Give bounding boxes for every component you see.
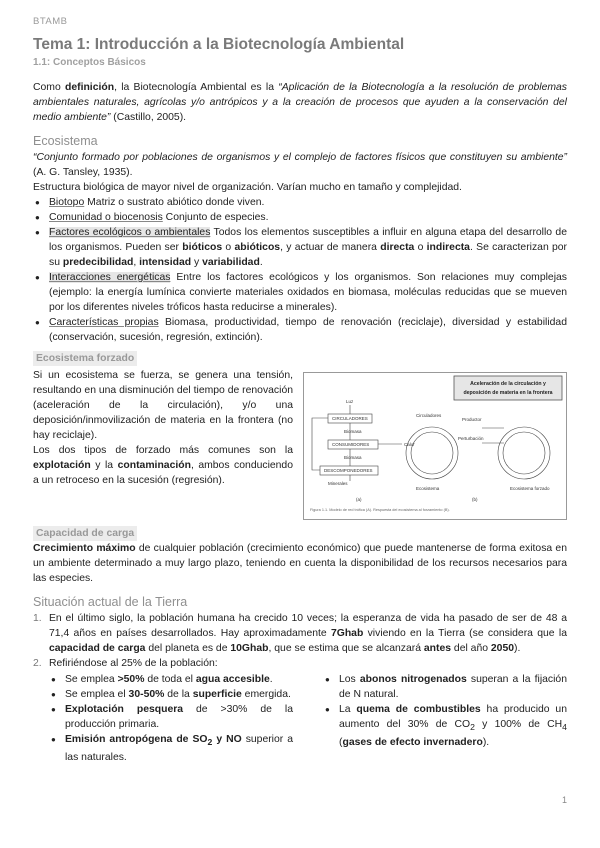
list-item: ● La quema de combustibles ha producido un aumento del 30% de $CO_2$ y 100% de $CH_4$ (gases de efecto invernadero).: [323, 702, 567, 750]
situacion-right-column: [323, 672, 567, 765]
section-heading-capacidad: Capacidad de carga: [33, 526, 137, 541]
section-heading-situacion: Situación actual de la Tierra: [33, 595, 188, 609]
figure-label: Ecosistema: [416, 486, 440, 491]
capacidad-paragraph: Crecimiento máximo de cualquier población (crecimiento económico) que puede mantenerse de forma exitosa en un ambiente determinado a muy largo plazo, teniendo en cuenta la disponibilidad de los recursos necesarios para las especies.: [33, 543, 567, 584]
figure-diagram: [304, 373, 566, 519]
figure-label: Biomasa: [344, 455, 362, 460]
list-item: ● Los abonos nitrogenados superan a la fijación de N natural.: [323, 672, 567, 702]
figure-label: Minerales: [328, 481, 348, 486]
page-number: 1: [561, 795, 567, 805]
list-item: ● Interacciones energéticas Entre los factores ecológicos y los organismos. Son relaciones muy complejas (ejemplo: la energía lumínica convierte materiales oxidados en biomasa, moléculas reducidas que se mueven por los diferentes niveles tróficos hasta reducirse a minerales).: [33, 270, 567, 315]
list-item: ● Comunidad o biocenosis Conjunto de especies.: [33, 210, 567, 225]
figure-label: Ecosistema forzado: [510, 486, 550, 491]
trophic-network-figure: [303, 372, 567, 520]
ecosistema-list: [33, 195, 567, 345]
list-item: ● Se emplea >50% de toda el agua accesible.: [49, 672, 293, 687]
forzado-text: Si un ecosistema se fuerza, se genera una tensión, resultando en una disminución del tiempo de renovación (aceleración de la circulación), y/o una deposición/inmovilización de materia en la frontera (no hay reciclaje). Los dos tipos de forzado más comunes son la explotación y la contaminación, ambos conduciendo a un retroceso en la sucesión (regresión).: [33, 370, 293, 486]
figure-label: (a): [356, 497, 362, 502]
figure-label: DESCOMPONEDORES: [324, 468, 373, 473]
ecosistema-quote: “Conjunto formado por poblaciones de organismos y el complejo de factores físicos que constituyen su ambiente” (A. G. Tansley, 1935).: [33, 152, 567, 178]
figure-label: Biomasa: [344, 429, 362, 434]
forzado-block: [33, 368, 567, 520]
figure-box-label-line2: deposición de materia en la frontera: [463, 390, 553, 396]
figure-caption: Figura 1.1. Modelo de red trófica (A). Respuesta del ecosistema al forzamiento (B).: [310, 508, 450, 512]
ecosistema-structure: Estructura biológica de mayor nivel de organización. Varían mucho en tamaño y complejidad.: [33, 182, 462, 193]
list-item: 2. Refiriéndose al 25% de la población: ● Se emplea >50% de toda el agua accesible. ● Se emplea el 30-50% de la superficie emergida. ● Explotación pesquera de >30% de la producción primaria. ● Emisión antropógena de $SO_2$ y NO superior a las naturales. ● Los abonos nitrogenados superan a la fijación de N natural. ● La quema de combustibles ha producido un aumento del 30% de $CO_2$ y 100% de $CH_4$ (gases de efecto invernadero).: [33, 656, 567, 765]
list-item: ● Características propias Biomasa, productividad, tiempo de renovación (reciclaje), diversidad y estabilidad (conservación, sucesión, regresión, extinción).: [33, 315, 567, 345]
section-heading-ecosistema: Ecosistema: [33, 134, 98, 148]
figure-label: Calor: [404, 442, 415, 447]
figure-box-label-line1: Aceleración de la circulación y: [470, 381, 546, 387]
situacion-columns: [49, 672, 567, 765]
situacion-list: [33, 611, 567, 765]
list-item: ● Biotopo Matriz o sustrato abiótico donde viven.: [33, 195, 567, 210]
header-tag: BTAMB: [33, 16, 68, 27]
page-subtitle: 1.1: Conceptos Básicos: [33, 57, 146, 68]
figure-label: Circuladores: [416, 413, 442, 418]
figure-label: Luz: [346, 399, 354, 404]
figure-label: Productor: [462, 417, 482, 422]
section-heading-forzado: Ecosistema forzado: [33, 351, 137, 366]
figure-label: CIRCULADORES: [332, 416, 368, 421]
list-item: 1. En el último siglo, la población humana ha crecido 10 veces; la esperanza de vida ha pasado de ser de 48 a 71,4 años en países desarrollados. Hay aproximadamente 7Ghab viviendo en la Tierra (se considera que la capacidad de carga del planeta es de 10Ghab, que se estima que se alcanzará antes del año 2050).: [33, 613, 567, 654]
situacion-left-column: [49, 672, 293, 765]
intro-paragraph: Como definición, la Biotecnología Ambiental es la “Aplicación de la Biotecnología a la resolución de problemas ambientales naturales, agrícolas y/o antrópicos y a la creación de procesos que ayuden a la conservación del medio ambiente” (Castillo, 2005).: [33, 82, 568, 123]
list-item: ● Se emplea el 30-50% de la superficie emergida.: [49, 687, 293, 702]
list-item: ● Factores ecológicos o ambientales Todos los elementos susceptibles a influir en alguna etapa del desarrollo de los organismos. Pueden ser bióticos o abióticos, y actuar de manera directa o indirecta. Se caracterizan por su predecibilidad, intensidad y variabilidad.: [33, 225, 567, 270]
page-title: Tema 1: Introducción a la Biotecnología Ambiental: [33, 36, 405, 53]
list-item: ● Explotación pesquera de >30% de la producción primaria.: [49, 702, 293, 732]
list-item: ● Emisión antropógena de $SO_2$ y NO superior a las naturales.: [49, 732, 293, 765]
figure-label: Perturbación: [458, 436, 484, 441]
figure-label: CONSUMIDORES: [332, 442, 370, 447]
figure-label: (b): [472, 497, 478, 502]
